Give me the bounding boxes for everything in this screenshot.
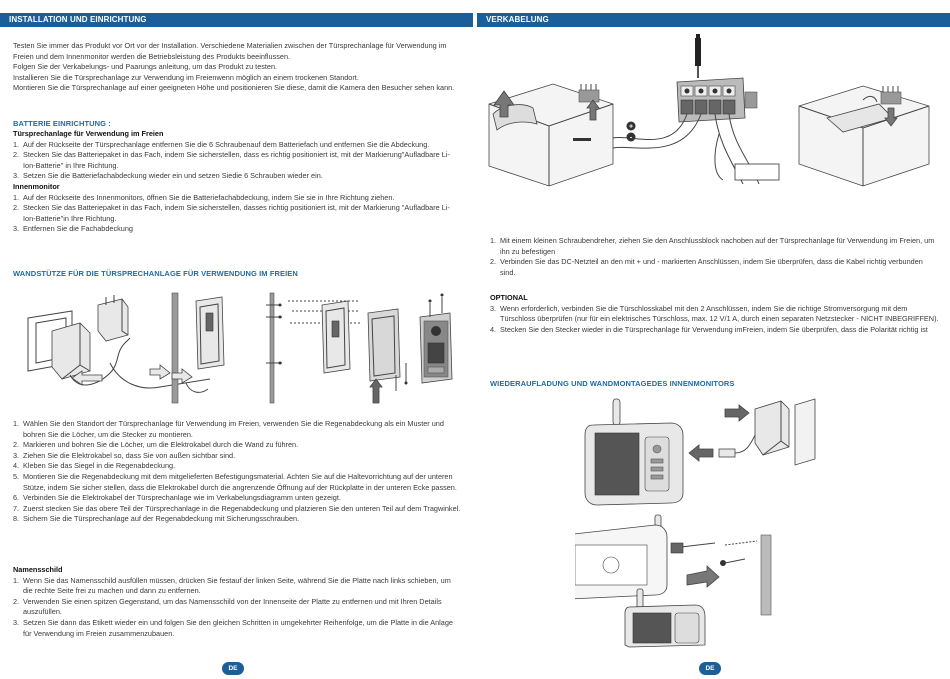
list-item: 1. Auf der Rückseite der Türsprechanlage entfernen Sie die 6 Schraubenauf dem Batteriefach und entfernen Sie die Abdeckung. bbox=[13, 139, 430, 149]
section-header-wiring: VERKABELUNG bbox=[477, 13, 950, 27]
right-page bbox=[475, 0, 950, 679]
nameplate-section bbox=[13, 565, 461, 639]
list-item: 2. Verbinden Sie das DC-Netzteil an den mit + und - markierten Anschlüssen, indem Sie überprüfen, dass die Kabel richtig verbunden sind. bbox=[490, 257, 923, 277]
page-language-badge: DE bbox=[222, 662, 244, 675]
indoor-subtitle: Innenmonitor bbox=[13, 181, 60, 191]
list-item: 3. Setzen Sie die Batteriefachabdeckung wieder ein und setzen Siedie 6 Schrauben wieder ein. bbox=[13, 171, 323, 181]
recharge-title: WIEDERAUFLADUNG UND WANDMONTAGEDES INNENMONITORS bbox=[490, 379, 735, 388]
list-item: 5. Montieren Sie die Regenabdeckung mit dem mitgelieferten Befestigungsmaterial. Achten Sie auf die Haltevorrichtung auf der unteren Stütze, indem Sie sicher stellen, dass die Elektrokabel durch die angrenzende Öffnung auf der Rückplatte in der unteren Ecke passen. bbox=[13, 471, 457, 492]
intro-text bbox=[13, 41, 461, 94]
list-item: 2. Stecken Sie das Batteriepaket in das Fach, indem Sie sicherstellen, dass es richtig positioniert ist, mit der Markierung"Aufladbare Li-Ion-Batterie" in Ihre Richtung. bbox=[13, 150, 450, 170]
list-item: 8. Sichern Sie die Türsprechanlage auf der Regenabdeckung mit Sicherungsschrauben. bbox=[13, 514, 300, 524]
list-item: 7. Zuerst stecken Sie das obere Teil der Türsprechanlage in die Regenabdeckung und platzieren Sie den unteren Teil auf dem Tragwinkel. bbox=[13, 503, 461, 513]
list-item: 2. Stecken Sie das Batteriepaket in das Fach, indem Sie sicherstellen, dasses richtig positioniert ist, mit der Markierung "Aufladbare Li-Ion-Batterie"in Ihre Richtung. bbox=[13, 203, 450, 223]
section-header-installation: INSTALLATION UND EINRICHTUNG bbox=[0, 13, 473, 27]
wiring-illustration bbox=[483, 34, 943, 194]
intro-paragraph: Folgen Sie der Verkabelungs- und Paarungs anleitung, um das Produkt zu testen. bbox=[13, 62, 278, 72]
indoor-monitor-illustration bbox=[575, 395, 835, 655]
list-item: 4. Stecken Sie den Stecker wieder in die Türsprechanlage für Verwendung imFreien, indem Sie überprüfen, dass die Polarität richtig ist bbox=[490, 324, 928, 334]
optional-title: OPTIONAL bbox=[490, 293, 528, 302]
battery-title: BATTERIE EINRICHTUNG : bbox=[13, 119, 111, 128]
intro-paragraph: Testen Sie immer das Produkt vor Ort vor der Installation. Verschiedene Materialien zwischen der Türsprechanlage für Verwendung im Freien und dem Innenmonitor werden die Betriebsleistung des Produkts beeinflussen. bbox=[13, 41, 447, 61]
nameplate-title: Namensschild bbox=[13, 565, 63, 574]
list-item: 6. Verbinden Sie die Elektrokabel der Türsprechanlage wie im Verkabelungsdiagramm unten gezeigt. bbox=[13, 493, 341, 503]
outdoor-unit-illustration bbox=[10, 283, 470, 413]
list-item: 2. Markieren und bohren Sie die Löcher, um die Elektrokabel durch die Wand zu führen. bbox=[13, 440, 299, 450]
list-item: 3. Entfernen Sie die Fachabdeckung bbox=[13, 224, 133, 234]
page-language-badge: DE bbox=[699, 662, 721, 675]
outdoor-subtitle: Türsprechanlage für Verwendung im Freien bbox=[13, 129, 164, 138]
list-item: 2. Verwenden Sie einen spitzen Gegenstand, um das Namensschild von der Innenseite der Platte zu entfernen und mit Ihren Details auszufüllen. bbox=[13, 596, 442, 617]
intro-paragraph: Montieren Sie die Türsprechanlage auf einer geeigneten Höhe und positionieren Sie diese, damit die Kamera den Besucher sehen kann. bbox=[13, 83, 455, 93]
list-item: 1. Wenn Sie das Namensschild ausfüllen müssen, drücken Sie festauf der linken Seite, während Sie die Platte nach links schieben, um die rechte Seite frei zu machen und dann zu entfernen. bbox=[13, 575, 451, 596]
svg-text:+: + bbox=[628, 123, 634, 131]
list-item: 3. Ziehen Sie die Elektrokabel so, dass Sie von außen sichtbar sind. bbox=[13, 450, 236, 460]
list-item: 3. Setzen Sie dann das Etikett wieder ein und folgen Sie den gleichen Schritten in umgekehrter Reihenfolge, um die Platte in die Anlage für Verwendung im Freien zusammenzubauen. bbox=[13, 617, 453, 638]
wall-mount-steps bbox=[13, 419, 461, 525]
list-item: 1. Mit einem kleinen Schraubendreher, ziehen Sie den Anschlussblock nachoben auf der Türsprechanlage für Verwendung im Freien, um ihn zu befestigen bbox=[490, 236, 935, 256]
wiring-steps bbox=[490, 236, 940, 278]
wall-mount-title: WANDSTÜTZE FÜR DIE TÜRSPRECHANLAGE FÜR VERWENDUNG IM FREIEN bbox=[13, 269, 298, 278]
optional-section bbox=[490, 293, 940, 335]
battery-section bbox=[13, 118, 461, 235]
list-item: 1. Auf der Rückseite des Innenmonitors, öffnen Sie die Batteriefachabdeckung, indem Sie sie in Ihre Richtung ziehen. bbox=[13, 192, 395, 202]
intro-paragraph: Installieren Sie die Türsprechanlage zur Verwendung im Freienwenn möglich an einem trockenen Standort. bbox=[13, 72, 359, 82]
list-item: 1. Wählen Sie den Standort der Türsprechanlage für Verwendung im Freien, verwenden Sie die Regenabdeckung als ein Muster und bohren Sie die Löcher, um die Stecker zu montieren. bbox=[13, 419, 444, 439]
list-item: 3. Wenn erforderlich, verbinden Sie die Türschlosskabel mit den 2 Anschlüssen, indem Sie die richtige Stromversorgung mit dem Türschloss überprüfen (nur für ein elektrisches Türschloss, max. 12 V/1 A, durch einen separaten Netzstecker - NICHT INBEGRIFFEN). bbox=[490, 303, 939, 324]
list-item: 4. Kleben Sie das Siegel in die Regenabdeckung. bbox=[13, 461, 176, 471]
svg-text:-: - bbox=[629, 134, 633, 142]
